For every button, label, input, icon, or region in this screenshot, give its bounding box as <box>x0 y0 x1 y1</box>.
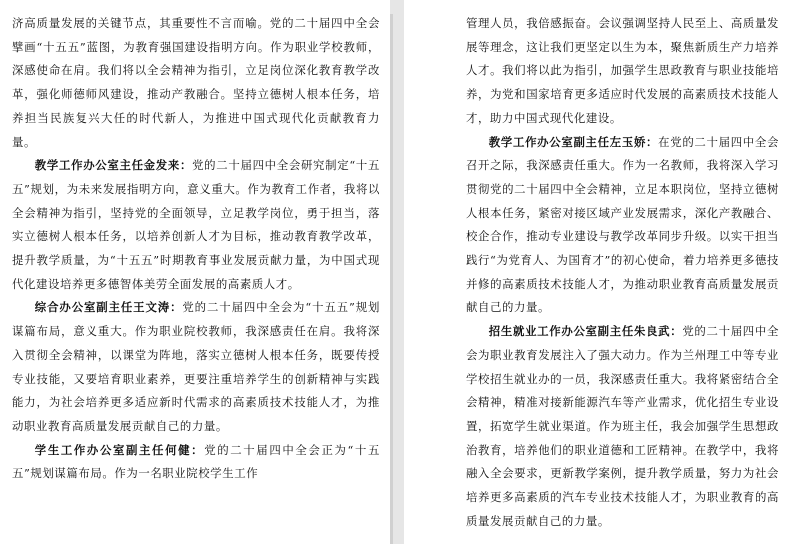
speaker-statement: 在党的二十届四中全会召开之际，我深感责任重大。作为一名教师，我将深入学习贯彻党的二十届四中全会精神，立足本职岗位，坚持立德树人根本任务，紧密对接区域产业发展需求，深化产教融合、校企合作，推动专业建设与教学改革同步升级。以实干担当践行“为党育人、为国育才”的初心使命，着力培养更多德技并修的高素质技术技能人才，为推动职业教育高质量发展贡献自己的力量。 <box>466 134 779 315</box>
right-paragraph-continued: 管理人员，我倍感振奋。会议强调坚持人民至上、高质量发展等理念，这让我们更坚定以生为本，聚焦新质生产力培养人才。我们将以此为指引，加强学生思政教育与职业技能培养，为党和国家培育更多适应时代发展的高素质技术技能人才，助力中国式现代化建设。 <box>466 16 779 125</box>
right-paragraph-zuo-yujiao <box>466 131 779 321</box>
speaker-name: 学生工作办公室副主任何健： <box>34 442 205 457</box>
speaker-statement: 党的二十届四中全会研究制定“十五五”规划，为未来发展指明方向，意义重大。作为教育工作者，我将以全会精神为指引，坚持党的全面领导，立足教学岗位，勇于担当，落实立德树人根本任务，以培养创新人才为目标，推动教育教学改革，提升教学质量，为“十五五”时期教育事业发展贡献力量，为中国式现代化建设培养更多德智体美劳全面发展的高素质人才。 <box>12 158 380 291</box>
right-page <box>404 0 791 544</box>
left-page <box>0 0 390 544</box>
left-paragraph-wang-wentao <box>12 296 380 438</box>
speaker-statement: 党的二十届四中全会正为“十五五”规划谋篇布局。作为一名职业院校学生工作 <box>12 442 380 481</box>
left-paragraph-continued: 济高质量发展的关键节点，其重要性不言而喻。党的二十届四中全会擘画“十五五”蓝图，为教育强国建设指明方向。作为职业学校教师，深感使命在肩。我们将以全会精神为指引，立足岗位深化教育教学改革，强化师德师风建设，推动产教融合。坚持立德树人根本任务，培养担当民族复兴大任的时代新人，为推进中国式现代化贡献教育力量。 <box>12 16 380 149</box>
left-paragraph-he-jian <box>12 439 380 486</box>
speaker-name: 教学工作办公室副主任左玉娇： <box>488 134 659 149</box>
speaker-statement: 党的二十届四中全会为职业教育发展注入了强大动力。作为兰州理工中等专业学校招生就业办的一员，我深感责任重大。我将紧密结合全会精神，精准对接新能源汽车等产业需求，优化招生专业设置，拓宽学生就业渠道。作为班主任，我会加强学生思想政治教育，培养他们的职业道德和工匠精神。在教学中，我将融入全会要求，更新教学案例，提升教学质量，努力为社会培养更多高素质的汽车专业技术技能人才，为职业教育的高质量发展贡献自己的力量。 <box>466 324 779 528</box>
right-paragraph-zhu-liangwu <box>466 320 779 533</box>
speaker-name: 综合办公室副主任王文涛： <box>34 300 183 315</box>
left-paragraph-jin-falai <box>12 154 380 296</box>
speaker-name: 招生就业工作办公室副主任朱良武： <box>488 324 683 339</box>
speaker-statement: 党的二十届四中全会为“十五五”规划谋篇布局，意义重大。作为职业院校教师，我深感责任在肩。我将深入贯彻全会精神，以课堂为阵地，落实立德树人根本任务，既要传授专业技能，又要培育职业素养，更要注重培养学生的创新精神与实践能力，为社会培养更多适应新时代需求的高素质技术技能人才，为推动职业教育高质量发展贡献自己的力量。 <box>12 300 380 433</box>
page-gutter-shadow <box>390 14 393 544</box>
speaker-name: 教学工作办公室主任金发来： <box>34 158 193 173</box>
